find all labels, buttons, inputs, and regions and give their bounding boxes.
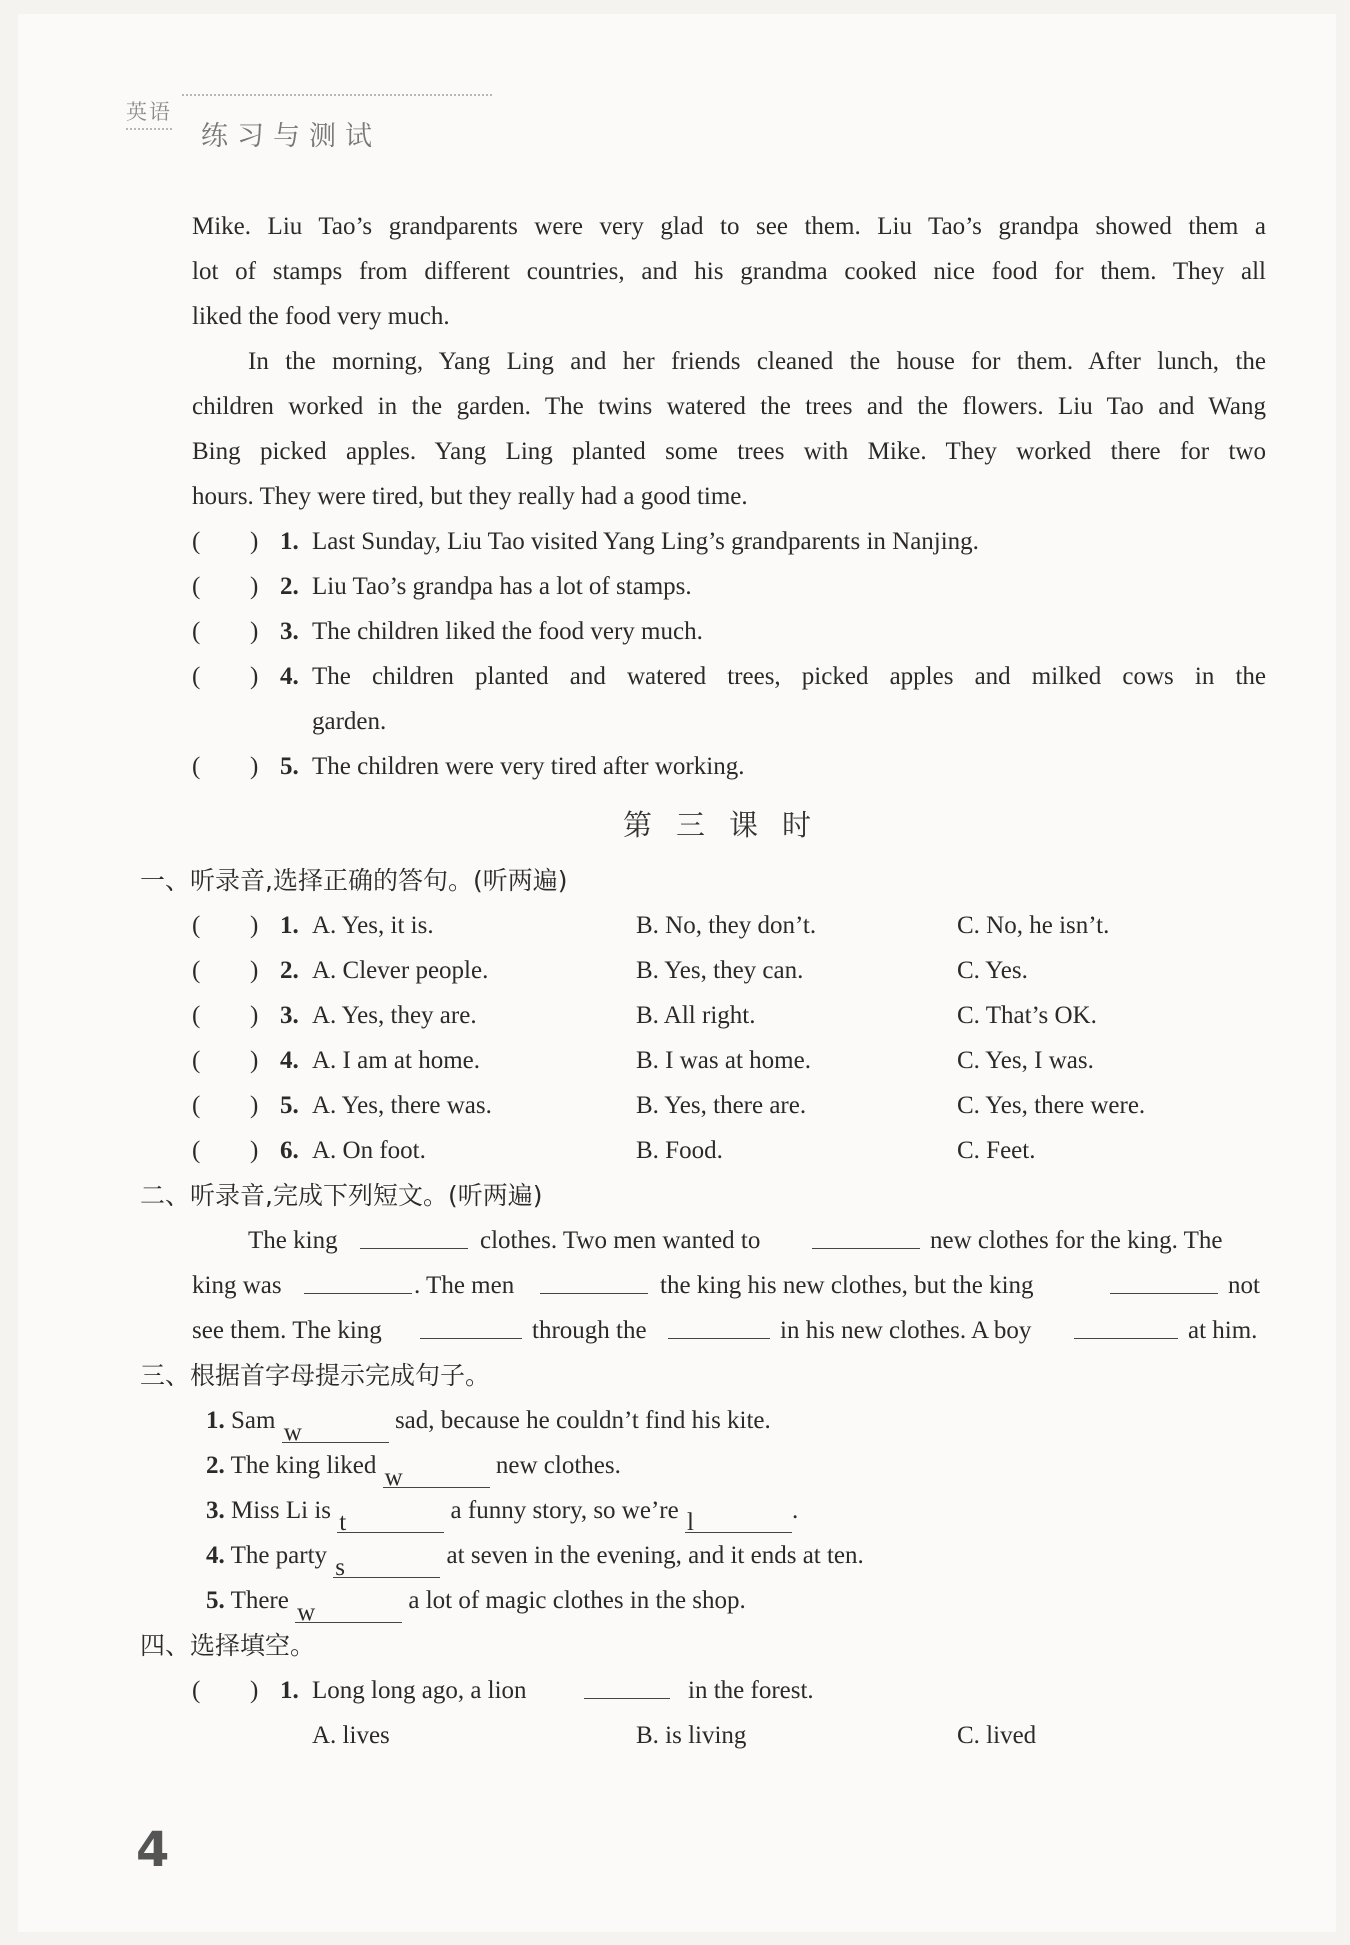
item-number: 4. [206, 1542, 225, 1569]
listening-choices [192, 903, 1266, 1173]
option-b: B. Yes, there are. [636, 1092, 807, 1119]
answer-paren-open[interactable]: ( [192, 573, 201, 600]
letter-blank[interactable]: w [295, 1590, 402, 1623]
question-item [192, 609, 1266, 654]
cloze-text: The king [248, 1227, 338, 1254]
question-item [192, 564, 1266, 609]
cloze-text: clothes. Two men wanted to [480, 1227, 761, 1254]
section-title: 三、根据首字母提示完成句子。 [140, 1361, 491, 1390]
question-number: 3. [280, 618, 299, 645]
question-number: 2. [280, 957, 299, 984]
passage-line: children worked in the garden. The twins watered the trees and the flowers. Liu Tao and Wang [192, 393, 1266, 420]
answer-paren-close: ) [250, 753, 259, 780]
lesson-title: 第三课时 [622, 808, 835, 842]
answer-blank[interactable] [360, 1218, 468, 1249]
answer-paren-close: ) [250, 528, 259, 555]
answer-blank[interactable] [584, 1668, 670, 1699]
question-text: Last Sunday, Liu Tao visited Yang Ling’s grandparents in Nanjing. [312, 528, 979, 555]
answer-blank[interactable] [1110, 1263, 1218, 1294]
answer-blank[interactable] [812, 1218, 920, 1249]
question-text: The children liked the food very much. [312, 618, 703, 645]
item-number: 2. [206, 1452, 225, 1479]
item-text: The king liked [230, 1452, 377, 1479]
option-b: B. I was at home. [636, 1047, 811, 1074]
letter-blank[interactable]: l [685, 1500, 792, 1533]
cloze-text: see them. The king [192, 1317, 382, 1344]
item-text: . [791, 1497, 799, 1524]
letter-blank[interactable]: w [282, 1410, 389, 1443]
subject-label: 英语 [126, 96, 172, 130]
question-item [192, 744, 1266, 789]
workbook-page [18, 14, 1336, 1932]
answer-paren-close: ) [250, 1137, 259, 1164]
item-text: The party [230, 1542, 328, 1569]
answer-blank[interactable] [1074, 1308, 1178, 1339]
cloze-text: at him. [1188, 1317, 1258, 1344]
cloze-text: not [1228, 1272, 1260, 1299]
cloze-passage [192, 1218, 1266, 1353]
item-text: at seven in the evening, and it ends at ten. [446, 1542, 864, 1569]
fill-item [192, 1488, 1266, 1536]
option-a: A. Yes, they are. [312, 1002, 477, 1029]
answer-paren-open[interactable]: ( [192, 753, 201, 780]
cloze-text: . The men [414, 1272, 515, 1299]
option-b: B. All right. [636, 1002, 756, 1029]
fill-item [192, 1443, 1266, 1491]
answer-paren-open[interactable]: ( [192, 1002, 201, 1029]
answer-paren-close: ) [250, 573, 259, 600]
letter-blank[interactable]: t [337, 1500, 444, 1533]
answer-paren-open[interactable]: ( [192, 1677, 201, 1704]
passage-line: Mike. Liu Tao’s grandparents were very glad to see them. Liu Tao’s grandpa showed them a [192, 213, 1266, 240]
passage-line: liked the food very much. [192, 303, 450, 330]
question-text: The children planted and watered trees, picked apples and milked cows in the [312, 663, 1266, 690]
item-number: 5. [206, 1587, 225, 1614]
header-divider [182, 94, 492, 96]
option-c: C. Yes, there were. [957, 1092, 1146, 1119]
item-text: There [230, 1587, 289, 1614]
option-c: C. Feet. [957, 1137, 1036, 1164]
answer-paren-open[interactable]: ( [192, 957, 201, 984]
question-item [192, 519, 1266, 564]
answer-paren-close: ) [250, 1677, 259, 1704]
answer-paren-close: ) [250, 957, 259, 984]
cloze-text: in his new clothes. A boy [780, 1317, 1032, 1344]
question-number: 3. [280, 1002, 299, 1029]
page-number: 4 [136, 1822, 170, 1878]
question-number: 1. [280, 528, 299, 555]
item-number: 1. [206, 1407, 225, 1434]
item-text: Sam [231, 1407, 276, 1434]
option-c: C. Yes, I was. [957, 1047, 1094, 1074]
answer-paren-close: ) [250, 618, 259, 645]
answer-paren-open[interactable]: ( [192, 1047, 201, 1074]
option-a: A. I am at home. [312, 1047, 481, 1074]
book-title: 练习与测试 [201, 121, 381, 152]
item-text: Miss Li is [231, 1497, 332, 1524]
answer-paren-open[interactable]: ( [192, 528, 201, 555]
option-a: A. On foot. [312, 1137, 426, 1164]
choice-item [192, 1083, 1266, 1128]
question-item [192, 1668, 1266, 1713]
option-row [192, 1713, 1266, 1758]
answer-paren-close: ) [250, 663, 259, 690]
letter-blank[interactable]: w [383, 1455, 490, 1488]
question-number: 1. [280, 1677, 299, 1704]
section-title: 四、选择填空。 [140, 1631, 316, 1660]
question-number: 5. [280, 1092, 299, 1119]
page-content [140, 204, 1266, 1758]
choice-item [192, 903, 1266, 948]
cloze-text: the king his new clothes, but the king [660, 1272, 1034, 1299]
option-a: A. Yes, it is. [312, 912, 434, 939]
option-a: A. lives [312, 1722, 390, 1749]
question-number: 2. [280, 573, 299, 600]
section-title: 一、听录音,选择正确的答句。(听两遍) [140, 866, 568, 895]
fill-item [192, 1533, 1266, 1581]
choice-item [192, 993, 1266, 1038]
choice-item [192, 1038, 1266, 1083]
choice-item [192, 1128, 1266, 1173]
passage-line: lot of stamps from different countries, and his grandma cooked nice food for them. They all [192, 258, 1266, 285]
answer-paren-open[interactable]: ( [192, 1137, 201, 1164]
fill-item [192, 1398, 1266, 1446]
question-text: Long long ago, a lion [312, 1677, 527, 1704]
answer-blank[interactable] [304, 1263, 412, 1294]
answer-paren-close: ) [250, 1047, 259, 1074]
item-text: new clothes. [495, 1452, 621, 1479]
letter-blank[interactable]: s [333, 1545, 440, 1578]
option-b: B. Yes, they can. [636, 957, 804, 984]
option-c: C. No, he isn’t. [957, 912, 1110, 939]
section-title: 二、听录音,完成下列短文。(听两遍) [140, 1181, 543, 1210]
question-text-continued: garden. [312, 708, 387, 735]
question-text: Liu Tao’s grandpa has a lot of stamps. [312, 573, 692, 600]
answer-blank[interactable] [668, 1308, 770, 1339]
item-text: a lot of magic clothes in the shop. [408, 1587, 746, 1614]
option-b: B. No, they don’t. [636, 912, 817, 939]
answer-paren-close: ) [250, 912, 259, 939]
cloze-text: new clothes for the king. The [930, 1227, 1223, 1254]
passage-line: Bing picked apples. Yang Ling planted some trees with Mike. They worked there for two [192, 438, 1266, 465]
answer-paren-close: ) [250, 1002, 259, 1029]
option-a: A. Clever people. [312, 957, 489, 984]
question-number: 5. [280, 753, 299, 780]
answer-paren-open[interactable]: ( [192, 663, 201, 690]
cloze-line [192, 1308, 1266, 1353]
cloze-text: king was [192, 1272, 282, 1299]
passage-line: hours. They were tired, but they really had a good time. [192, 483, 748, 510]
multiple-choice-items [192, 1668, 1266, 1758]
answer-blank[interactable] [420, 1308, 522, 1339]
cloze-text: through the [532, 1317, 647, 1344]
option-a: A. Yes, there was. [312, 1092, 492, 1119]
initial-letter-items [192, 1398, 1266, 1626]
answer-paren-close: ) [250, 1092, 259, 1119]
fill-item [192, 1578, 1266, 1626]
answer-paren-open[interactable]: ( [192, 912, 201, 939]
question-text: The children were very tired after working. [312, 753, 745, 780]
cloze-line [192, 1218, 1266, 1263]
option-b: B. is living [636, 1722, 747, 1749]
question-number: 4. [280, 1047, 299, 1074]
question-number: 6. [280, 1137, 299, 1164]
option-c: C. lived [957, 1722, 1037, 1749]
option-b: B. Food. [636, 1137, 723, 1164]
page-header [126, 92, 396, 152]
answer-paren-open[interactable]: ( [192, 618, 201, 645]
item-number: 3. [206, 1497, 225, 1524]
item-text: a funny story, so we’re [450, 1497, 679, 1524]
reading-questions [192, 519, 1266, 789]
cloze-line [192, 1263, 1266, 1308]
answer-blank[interactable] [540, 1263, 648, 1294]
reading-passage [192, 204, 1266, 519]
item-text: sad, because he couldn’t find his kite. [394, 1407, 771, 1434]
option-c: C. Yes. [957, 957, 1028, 984]
answer-paren-open[interactable]: ( [192, 1092, 201, 1119]
option-c: C. That’s OK. [957, 1002, 1097, 1029]
choice-item [192, 948, 1266, 993]
question-item [192, 654, 1266, 699]
passage-line: In the morning, Yang Ling and her friends cleaned the house for them. After lunch, the [248, 348, 1266, 375]
question-number: 1. [280, 912, 299, 939]
question-text: in the forest. [688, 1677, 814, 1704]
question-number: 4. [280, 663, 299, 690]
